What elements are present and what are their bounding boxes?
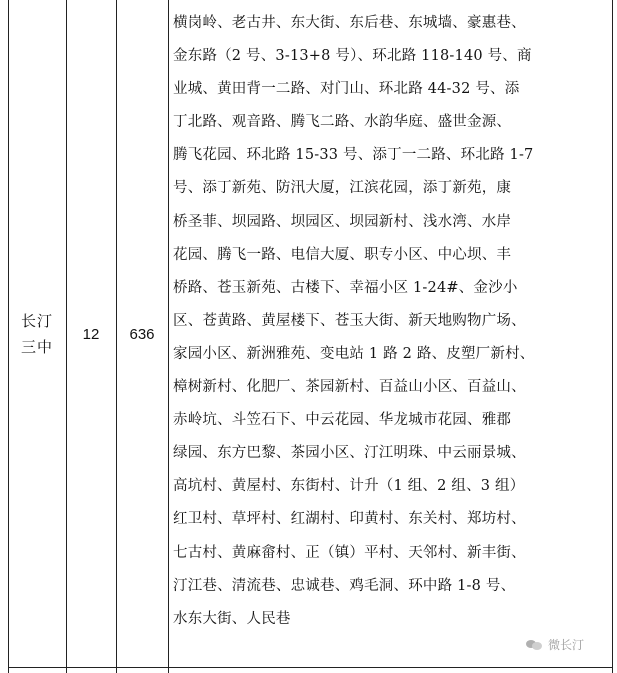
student-count-cell: 636 [129,326,155,343]
table-row-bottom-border [8,667,613,668]
column-divider [168,0,169,673]
area-text-line: 绿园、东方巴黎、茶园小区、汀江明珠、中云丽景城、 [173,445,526,462]
area-text-line: 腾飞花园、环北路 15-33 号、添丁一二路、环北路 1-7 [173,147,534,164]
area-text-line: 丁北路、观音路、腾飞二路、水韵华庭、盛世金源、 [173,114,512,131]
area-text-line: 家园小区、新洲雅苑、变电站 1 路 2 路、皮塑厂新村、 [173,345,535,362]
enrollment-area-cell [173,7,609,636]
watermark-text: 微长汀 [548,638,585,652]
class-count-cell: 12 [82,326,100,343]
area-text-line: 花园、腾飞一路、电信大厦、职专小区、中心坝、丰 [173,246,512,263]
area-text-line: 樟树新村、化肥厂、茶园新村、百益山小区、百益山、 [173,379,526,396]
school-name-line: 长汀 [20,312,53,330]
school-name-cell [8,308,66,360]
table-border-right [612,0,613,673]
area-text-line: 水东大街、人民巷 [173,610,291,627]
area-text-line: 桥路、苍玉新苑、古楼下、幸福小区 1-24#、金沙小 [173,279,518,296]
area-text-line: 汀江巷、清流巷、忠诚巷、鸡毛洞、环中路 1-8 号、 [173,577,516,594]
school-name-line: 三中 [20,338,53,356]
area-text-line: 赤岭坑、斗笠石下、中云花园、华龙城市花园、雅郡 [173,412,512,429]
area-text-line: 七古村、黄麻畲村、正（镇）平村、天邻村、新丰街、 [173,544,526,561]
area-text-line: 金东路（2 号、3-13+8 号）、环北路 118-140 号、商 [173,48,532,65]
area-text-line: 业城、黄田背一二路、对门山、环北路 44-32 号、添 [173,81,520,98]
area-text-line: 区、苍黄路、黄屋楼下、苍玉大街、新天地购物广场、 [173,312,526,329]
area-text-line: 红卫村、草坪村、红湖村、印黄村、东关村、郑坊村、 [173,511,526,528]
area-text-line: 横岗岭、老古井、东大街、东后巷、东城墙、豪惠巷、 [173,15,526,31]
area-text-line: 桥圣菲、坝园路、坝园区、坝园新村、浅水湾、水岸 [173,213,512,230]
area-text-line: 高坑村、黄屋村、东街村、计升（1 组、2 组、3 组） [173,478,525,495]
area-text-line: 号、添丁新苑、防汛大厦，江滨花园，添丁新苑，康 [173,180,512,197]
wechat-icon [526,638,544,652]
watermark [526,636,584,653]
